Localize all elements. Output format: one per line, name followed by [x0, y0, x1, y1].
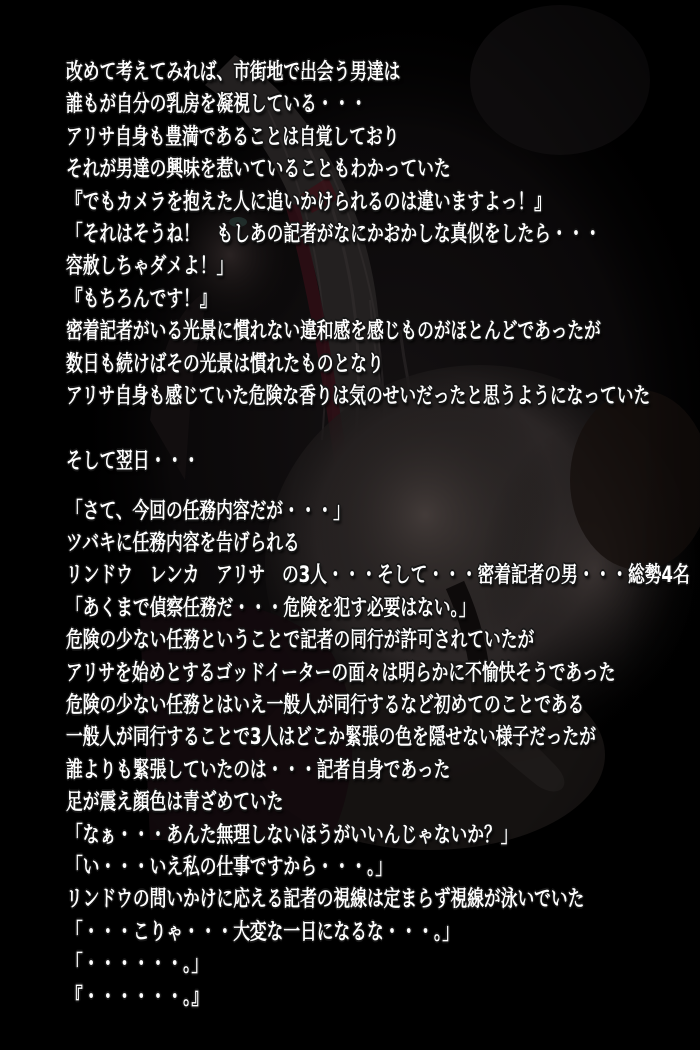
- story-line: 「・・・こりゃ・・・大変な一日になるな・・・。」: [66, 919, 459, 945]
- story-line: 誰もが自分の乳房を凝視している・・・: [66, 92, 367, 118]
- story-text: [66, 57, 700, 1014]
- story-line: 「なぁ・・・あんた無理しないほうがいいんじゃないか？」: [66, 822, 518, 848]
- story-line: 誰よりも緊張していたのは・・・記者自身であった: [66, 757, 451, 783]
- story-line: 「さて、今回の任務内容だが・・・」: [66, 498, 350, 524]
- story-line: それが男達の興味を惹いていることもわかっていた: [66, 157, 451, 183]
- story-line-blank: [66, 413, 548, 446]
- story-line: リンドウ レンカ アリサ の3人・・・そして・・・密着記者の男・・・総勢4名: [66, 563, 690, 589]
- story-line: 数日も続けばその光景は慣れたものとなり: [66, 351, 384, 377]
- story-line: 『でもカメラを抱えた人に追いかけられるのは違いますよっ！』: [66, 189, 551, 215]
- story-line: 「い・・・いえ私の仕事ですから・・・。」: [66, 854, 393, 880]
- story-line: 『・・・・・・。』: [66, 984, 209, 1010]
- story-line: 「それはそうね！ もしあの記者がなにかおかしな真似をしたら・・・: [66, 221, 602, 247]
- story-line: ツバキに任務内容を告げられる: [66, 531, 300, 557]
- story-line: 『もちろんです！』: [66, 286, 217, 312]
- story-line: 「あくまで偵察任務だ・・・危険を犯す必要はない。」: [66, 595, 476, 621]
- story-line: 容赦しちゃダメよ！」: [66, 254, 234, 280]
- story-line-blank: [66, 479, 548, 496]
- story-line: そして翌日・・・: [66, 449, 200, 475]
- story-line: 「・・・・・・。」: [66, 952, 209, 978]
- story-line: 密着記者がいる光景に慣れない違和感を感じものがほとんどであったが: [66, 319, 601, 345]
- story-line: 改めて考えてみれば、市街地で出会う男達は: [66, 60, 401, 85]
- story-line: 危険の少ない任務とはいえ一般人が同行するなど初めてのことである: [66, 693, 585, 719]
- story-line: 危険の少ない任務ということで記者の同行が許可されていたが: [66, 628, 535, 654]
- story-line: 足が震え顔色は青ざめていた: [66, 790, 284, 816]
- story-line: リンドウの問いかけに応える記者の視線は定まらず視線が泳いでいた: [66, 887, 585, 913]
- story-line: アリサ自身も感じていた危険な香りは気のせいだったと思うようになっていた: [66, 383, 651, 409]
- story-line: 一般人が同行することで3人はどこか緊張の色を隠せない様子だったが: [66, 725, 596, 751]
- story-line: アリサを始めとするゴッドイーターの面々は明らかに不愉快そうであった: [66, 660, 616, 686]
- story-line: アリサ自身も豊満であることは自覚しており: [66, 124, 400, 150]
